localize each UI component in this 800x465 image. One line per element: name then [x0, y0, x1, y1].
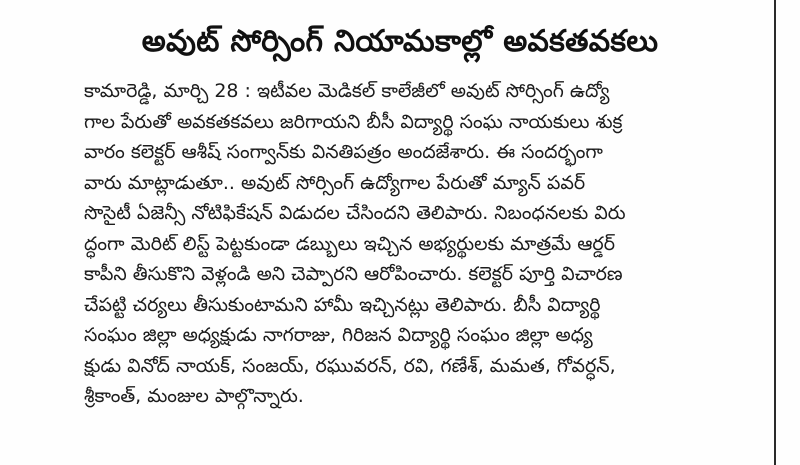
article-line: కామారెడ్డి, మార్చి 28 : ఇటీవల మెడికల్‌ కాలేజీలో అవుట్‌ సోర్సింగ్‌ ఉద్యో: [84, 80, 610, 102]
article-line: కాపీని తీసుకొని వెళ్లండి అని చెప్పారని ఆరోపించారు. కలెక్టర్‌ పూర్తి విచారణ: [84, 263, 623, 285]
article-line: గాల పేరుతో అవకతకవలు జరిగాయని బీసీ విద్యార్థి సంఘ నాయకులు శుక్ర: [84, 110, 623, 133]
article-line: శ్రీకాంత్‌, మంజుల పాల్గొన్నారు.: [84, 385, 304, 407]
article-line: సంఘం జిల్లా అధ్యక్షుడు నాగరాజు, గిరిజన విద్యార్థి సంఘం జిల్లా అధ్య: [84, 324, 593, 346]
article-line: వారం కలెక్టర్‌ ఆశీష్‌ సంగ్వాన్‌కు వినతిపత్రం అందజేశారు. ఈ సందర్భంగా: [84, 141, 603, 163]
article-body: [84, 76, 744, 412]
article-headline: అవుట్‌ సోర్సింగ్‌ నియామకాల్లో అవకతవకలు: [141, 24, 659, 59]
article-line: ద్ధంగా మెరిట్‌ లిస్ట్‌ పెట్టకుండా డబ్బులు ఇచ్చిన అభ్యర్థులకు మాత్రమే ఆర్డర్‌: [84, 232, 615, 255]
article-line: సొసైటీ ఏజెన్సీ నోటిఫికేషన్‌ విడుదల చేసిందని తెలిపారు. నిబంధనలకు విరు: [84, 202, 626, 224]
article-line: వారు మాట్లాడుతూ.. అవుట్‌ సోర్సింగ్‌ ఉద్యోగాల పేరుతో మ్యాన్‌ పవర్‌: [84, 171, 586, 194]
column-divider: [774, 0, 776, 465]
article-line: క్షుడు వినోద్‌ నాయక్‌, సంజయ్‌, రఘువరన్‌, రవి, గణేశ్‌, మమత, గోవర్ధన్‌,: [84, 354, 616, 377]
article-line: చేపట్టి చర్యలు తీసుకుంటామని హామీ ఇచ్చినట్లు తెలిపారు. బీసీ విద్యార్థి: [84, 293, 601, 316]
